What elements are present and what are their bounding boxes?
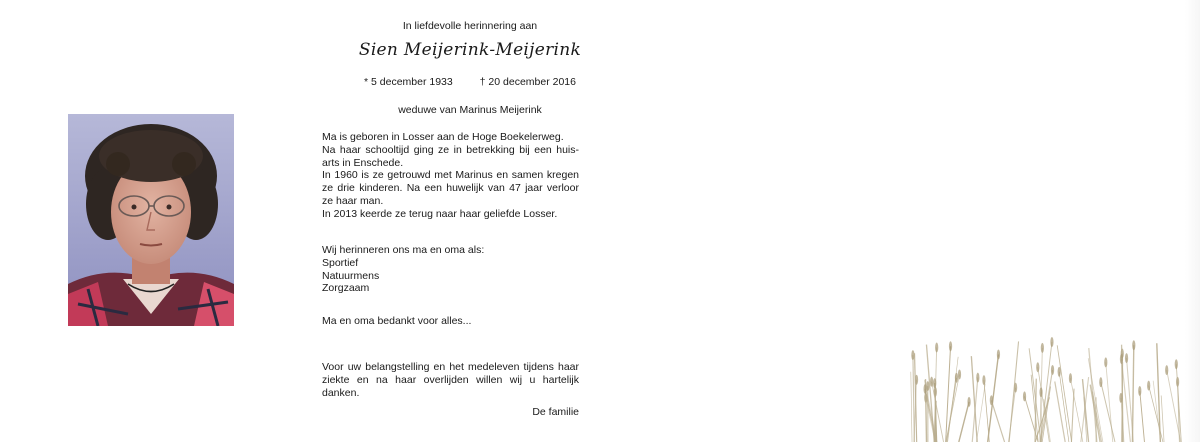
card-edge-shadow bbox=[1185, 0, 1200, 442]
grass-seedhead bbox=[1132, 340, 1135, 350]
trait-item: Zorgzaam bbox=[322, 282, 370, 295]
grass-stalk bbox=[1041, 370, 1053, 442]
grass-decoration bbox=[908, 336, 1200, 442]
grass-seedhead bbox=[935, 343, 938, 353]
remembered-as bbox=[322, 244, 579, 295]
grass-stalk bbox=[1071, 389, 1074, 442]
grass-stalk bbox=[1009, 341, 1018, 442]
grass-seedhead bbox=[1039, 387, 1042, 397]
bio-paragraph: In 2013 keerde ze terug naar haar geliefde Losser. bbox=[322, 207, 558, 220]
birth-date: * 5 december 1933 bbox=[364, 76, 453, 88]
grass-stalk bbox=[1161, 395, 1164, 442]
grass-seedhead bbox=[1099, 377, 1102, 387]
grass-seedhead bbox=[930, 377, 933, 387]
grass-seedhead bbox=[1125, 353, 1128, 363]
grass-seedhead bbox=[1120, 354, 1123, 364]
grass-seedhead bbox=[1104, 357, 1107, 367]
grass-seedhead bbox=[949, 341, 952, 351]
grass-stalk bbox=[911, 372, 912, 442]
grass-stalk bbox=[1149, 386, 1163, 442]
grass-seedhead bbox=[1119, 393, 1122, 403]
grass-seedhead bbox=[955, 373, 958, 383]
grass-seedhead bbox=[1069, 373, 1072, 383]
grass-seedhead bbox=[958, 369, 961, 379]
intro-text: In liefdevolle herinnering aan bbox=[402, 20, 538, 32]
life-dates bbox=[300, 76, 640, 88]
grass-stalk bbox=[1059, 372, 1069, 442]
biography bbox=[322, 131, 579, 221]
grass-stalk bbox=[984, 380, 989, 442]
grass-seedhead bbox=[967, 397, 970, 407]
grass-stalk bbox=[959, 402, 969, 442]
grass-stalk bbox=[991, 400, 1004, 442]
trait-item: Natuurmens bbox=[322, 269, 380, 282]
grass-stalk bbox=[913, 355, 914, 442]
grass-seedhead bbox=[1050, 337, 1053, 347]
grass-stalk bbox=[926, 398, 935, 442]
grass-seedhead bbox=[1138, 386, 1141, 396]
bio-paragraph: Ma is geboren in Losser aan de Hoge Boekelerweg. bbox=[322, 131, 564, 143]
grass-seedhead bbox=[976, 373, 979, 383]
signoff: De familie bbox=[532, 406, 579, 418]
deceased-name: Sien Meijerink-Meijerink bbox=[358, 40, 582, 60]
grass-seedhead bbox=[1175, 359, 1178, 369]
grass-stalk bbox=[1132, 345, 1133, 442]
grass-seedhead bbox=[933, 378, 936, 388]
grass-stalk bbox=[1090, 385, 1100, 442]
gratitude-text: Voor uw belangstelling en het medeleven tijdens haar ziekte en na haar overlijden willen wij u hartelijk danken. bbox=[322, 361, 579, 399]
grass-seedhead bbox=[1036, 362, 1039, 372]
widow-line: weduwe van Marinus Meijerink bbox=[398, 104, 542, 116]
grass-stalk bbox=[1127, 358, 1134, 442]
grass-seedhead bbox=[990, 395, 993, 405]
grass-seedhead bbox=[997, 349, 1000, 359]
grass-stalk bbox=[988, 354, 999, 442]
grass-stalk bbox=[1057, 345, 1071, 442]
grass-stalk bbox=[976, 384, 985, 442]
grass-seedhead bbox=[1147, 381, 1150, 391]
grass-stalk bbox=[946, 346, 951, 442]
grass-seedhead bbox=[1023, 391, 1026, 401]
portrait-illustration bbox=[68, 114, 234, 326]
remember-intro: Wij herinneren ons ma en oma als: bbox=[322, 244, 485, 256]
grass-stalk bbox=[1035, 379, 1036, 442]
grass-seedhead bbox=[1041, 343, 1044, 353]
grass-seedhead bbox=[1051, 365, 1054, 375]
portrait-photo bbox=[68, 114, 234, 326]
bio-paragraph: Na haar schooltijd ging ze in betrekking bij een huis-arts in Enschede. bbox=[322, 143, 579, 169]
trait-item: Sportief bbox=[322, 256, 359, 269]
thanks-ma-text: Ma en oma bedankt voor alles... bbox=[322, 315, 472, 327]
grass-seedhead bbox=[982, 375, 985, 385]
grass-seedhead bbox=[1165, 365, 1168, 375]
grass-stalk bbox=[1140, 391, 1145, 442]
grass-stalk bbox=[1093, 392, 1102, 442]
bio-paragraph: In 1960 is ze getrouwd met Marinus en samen kregen ze drie kinderen. Na een huwelijk van 47 jaar verloor ze haar man. bbox=[322, 169, 579, 207]
death-date: † 20 december 2016 bbox=[479, 76, 576, 88]
